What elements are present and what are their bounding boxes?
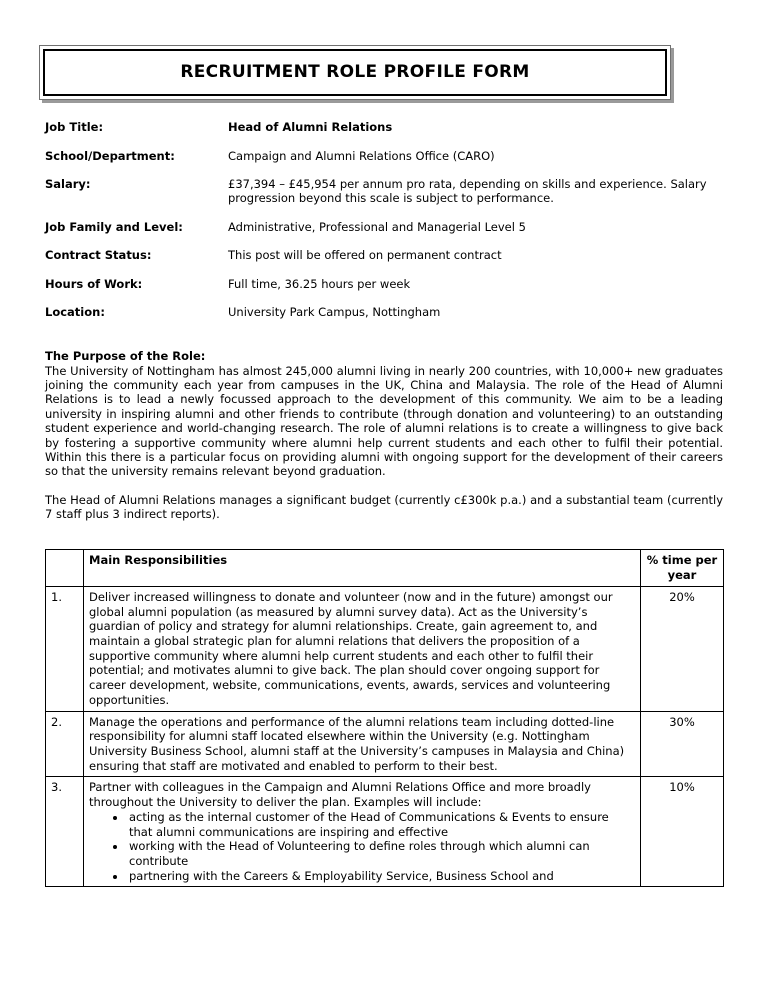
info-label: School/Department:	[45, 148, 175, 163]
info-value: Full time, 36.25 hours per week	[228, 276, 411, 291]
info-label: Salary:	[45, 177, 91, 191]
time-percentage: 30%	[641, 711, 724, 777]
title-box	[39, 45, 671, 100]
responsibility-text: Deliver increased willingness to donate and volunteer (now and in the future) amongst our global alumni population (as measured by alumni survey data). Act as the University’s guardian of policy and strategy for alumni relationships. Create, gain agreement to, and maintain a global strategic plan for alumni relations that delivers the proposition of a supportive community where alumni help current students and each other to fulfil their potential; and motivates alumni to give back. The plan should cover ongoing support for career development, website, communications, events, awards, services and volunteering opportunities.	[84, 586, 641, 711]
title-box-inner	[43, 49, 667, 96]
row-number: 2.	[46, 711, 84, 777]
responsibility-text	[84, 777, 641, 887]
number-column-header	[46, 550, 84, 586]
info-label: Hours of Work:	[45, 276, 143, 291]
info-row-school-department	[45, 149, 723, 163]
bullet-item: • acting as the internal customer of the Head of Communications & Events to ensure that alumni communications are inspiring and effective	[127, 810, 635, 839]
info-row-contract-status	[45, 248, 723, 262]
row-number: 1.	[46, 586, 84, 711]
info-section	[45, 120, 723, 319]
info-value: Head of Alumni Relations	[228, 120, 393, 135]
info-label: Job Title:	[45, 120, 104, 135]
time-percentage: 10%	[641, 777, 724, 887]
table-row	[46, 586, 724, 711]
purpose-section	[45, 349, 723, 521]
info-row-job-title	[45, 120, 723, 134]
info-row-hours-of-work	[45, 277, 723, 291]
info-label: Job Family and Level:	[45, 219, 183, 234]
info-label: Location:	[45, 304, 105, 319]
info-row-salary	[45, 177, 723, 206]
info-row-job-family-level	[45, 220, 723, 234]
table-header-row	[46, 550, 724, 586]
info-label: Contract Status:	[45, 248, 152, 263]
responsibilities-section	[45, 549, 723, 887]
purpose-paragraph-1: The University of Nottingham has almost 245,000 alumni living in nearly 200 countries, with 10,000+ new graduates joining the community each year from campuses in the UK, China and Malaysia. The role of the Head of Alumni Relations is to lead a newly focussed approach to the development of this community. We aim to be a leading university in inspiring alumni and other friends to contribute (through donation and volunteering) to an outstanding student experience and world-changing research. The role of alumni relations is to create a willingness to give back by fostering a supportive community where alumni help current students and each other to fulfil their potential. Within this there is a particular focus on providing alumni with ongoing support for the development of their careers so that the university remains relevant beyond graduation.	[45, 363, 723, 479]
info-value: Administrative, Professional and Managerial Level 5	[228, 219, 526, 234]
main-responsibilities-header: Main Responsibilities	[84, 550, 641, 586]
responsibility-bullet-list	[89, 810, 635, 884]
form-title: RECRUITMENT ROLE PROFILE FORM	[180, 62, 530, 82]
info-value: £37,394 – £45,954 per annum pro rata, depending on skills and experience. Salary progression beyond this scale is subject to performance.	[228, 177, 707, 206]
info-row-location	[45, 305, 723, 319]
bullet-item: • working with the Head of Volunteering to define roles through which alumni can contribute	[127, 839, 635, 868]
purpose-paragraph-2: The Head of Alumni Relations manages a significant budget (currently c£300k p.a.) and a substantial team (currently 7 staff plus 3 indirect reports).	[45, 492, 723, 521]
table-row	[46, 711, 724, 777]
purpose-heading: The Purpose of the Role:	[45, 349, 206, 364]
responsibility-intro: Partner with colleagues in the Campaign and Alumni Relations Office and more broadly throughout the University to deliver the plan. Examples will include:	[89, 780, 591, 810]
responsibilities-table	[45, 549, 724, 887]
responsibility-text: Manage the operations and performance of the alumni relations team including dotted-line responsibility for alumni staff located elsewhere within the University (e.g. Nottingham University Business School, alumni staff at the University’s campuses in Malaysia and China) ensuring that staff are motivated and enabled to perform to their best.	[84, 711, 641, 777]
table-row	[46, 777, 724, 887]
time-percentage: 20%	[641, 586, 724, 711]
info-value: University Park Campus, Nottingham	[228, 304, 441, 319]
row-number: 3.	[46, 777, 84, 887]
info-value: This post will be offered on permanent contract	[228, 248, 502, 263]
bullet-item: • partnering with the Careers & Employability Service, Business School and	[127, 869, 635, 884]
time-per-year-header: % time per year	[641, 550, 724, 586]
info-value: Campaign and Alumni Relations Office (CARO)	[228, 148, 495, 163]
